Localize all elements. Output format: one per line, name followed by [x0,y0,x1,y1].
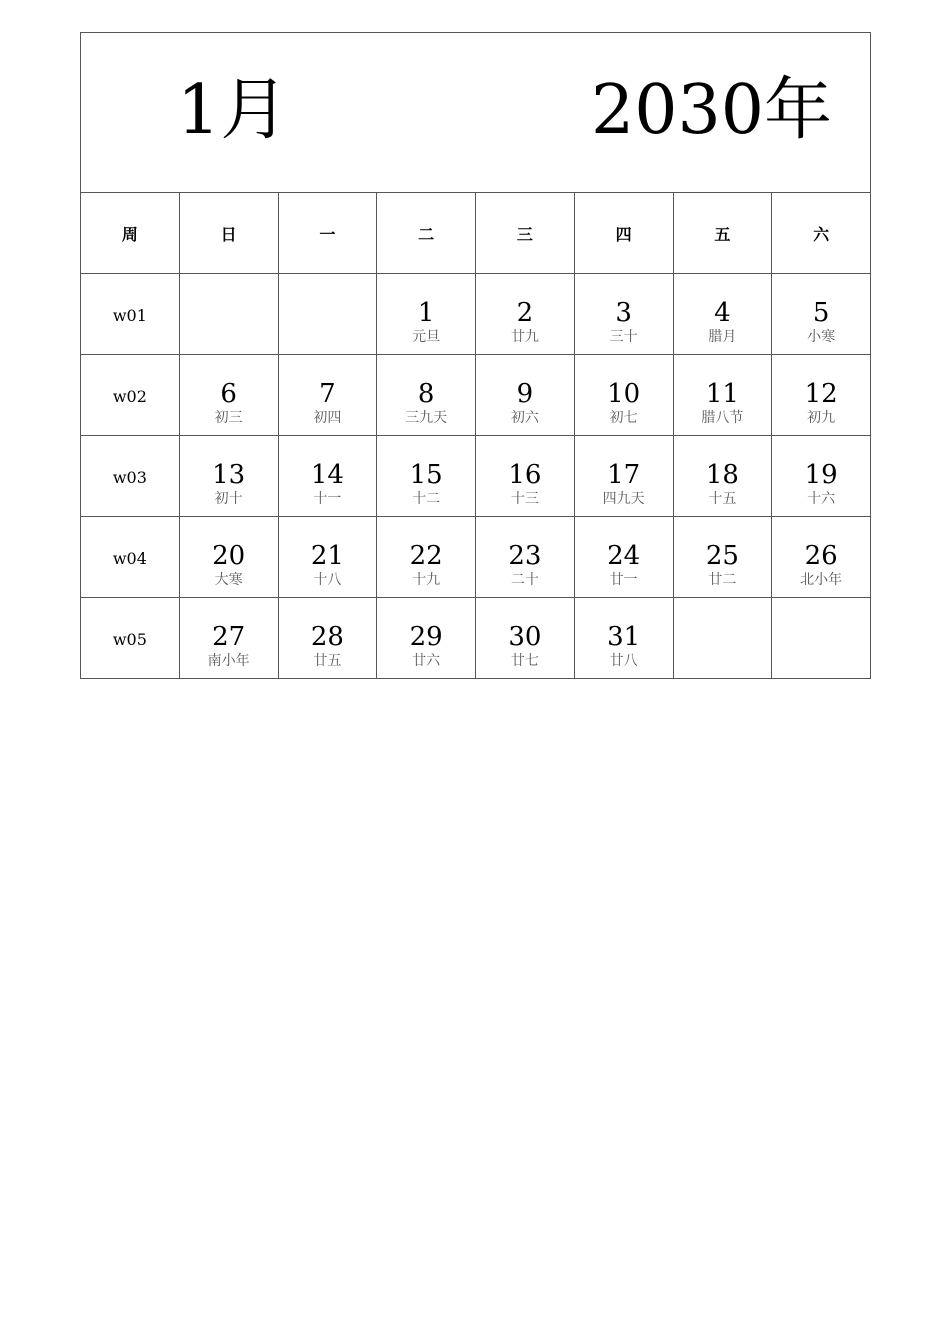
day-cell [574,436,673,517]
lunar-date: 初六 [510,410,539,426]
day-cell [278,517,377,598]
weekday-header-sun: 日 [179,193,278,274]
day-cell [673,598,772,679]
day-cell [772,598,871,679]
day-number: 9 [516,379,534,409]
lunar-date: 大寒 [214,572,243,588]
lunar-date: 北小年 [800,572,843,588]
week-number-cell [81,517,180,598]
day-cell [574,517,673,598]
calendar-header-row [81,33,871,193]
day-number: 28 [310,622,344,652]
day-number: 2 [516,298,534,328]
lunar-date: 十八 [313,572,342,588]
day-number: 19 [804,460,838,490]
day-number: 27 [212,622,246,652]
weekday-header-week: 周 [81,193,180,274]
day-cell [377,436,476,517]
lunar-date: 腊月 [708,329,737,345]
day-cell [377,598,476,679]
day-cell [476,436,575,517]
day-cell [476,355,575,436]
week-row [81,355,871,436]
lunar-date: 十三 [510,491,539,507]
day-cell [673,517,772,598]
day-number: 3 [615,298,632,328]
day-cell [673,274,772,355]
weekday-header-fri: 五 [673,193,772,274]
day-cell [179,598,278,679]
day-number: 23 [508,541,542,571]
lunar-date: 初十 [214,491,243,507]
lunar-date: 十五 [708,491,737,507]
lunar-date: 廿一 [609,572,638,588]
day-number: 6 [220,379,237,409]
lunar-date: 廿五 [313,653,342,669]
week-number: w04 [112,549,147,568]
lunar-date: 南小年 [207,653,250,669]
day-number: 26 [804,541,838,571]
day-number: 12 [804,379,838,409]
lunar-date: 元旦 [412,329,441,345]
day-number: 14 [310,460,344,490]
day-cell [377,355,476,436]
week-number: w03 [112,468,147,487]
lunar-date: 初七 [609,410,638,426]
week-row [81,517,871,598]
lunar-date: 廿九 [510,329,539,345]
lunar-date: 十六 [807,491,836,507]
week-row [81,598,871,679]
day-cell [772,274,871,355]
day-cell [179,436,278,517]
lunar-date: 初四 [313,410,342,426]
day-number: 1 [417,298,435,328]
week-number-cell [81,598,180,679]
lunar-date: 十二 [412,491,441,507]
lunar-date: 十九 [412,572,441,588]
day-cell [574,274,673,355]
day-number: 25 [705,541,739,571]
week-number-cell [81,355,180,436]
weeks-body [81,274,871,679]
day-number: 18 [705,460,739,490]
day-cell [772,436,871,517]
day-number: 15 [409,460,443,490]
day-cell [278,598,377,679]
day-cell [377,517,476,598]
day-cell [179,274,278,355]
day-number: 21 [310,541,344,571]
year-title: 2030年 [590,71,832,150]
day-cell [574,355,673,436]
lunar-date: 小寒 [807,329,836,345]
day-number: 17 [607,460,641,490]
day-number: 22 [409,541,443,571]
day-cell [179,517,278,598]
day-cell [772,517,871,598]
day-cell [278,274,377,355]
day-number: 24 [607,541,641,571]
lunar-date: 廿八 [609,653,638,669]
day-cell [476,598,575,679]
week-number-cell [81,436,180,517]
day-number: 16 [508,460,542,490]
week-row [81,274,871,355]
calendar-header [81,33,871,193]
week-number: w05 [112,630,147,649]
lunar-date: 三九天 [405,410,448,426]
day-number: 4 [714,298,731,328]
weekday-header-wed: 三 [476,193,575,274]
day-number: 20 [212,541,246,571]
lunar-date: 三十 [609,329,638,345]
day-number: 10 [607,379,641,409]
day-cell [278,355,377,436]
week-number-cell [81,274,180,355]
weekday-header-row [81,193,871,274]
day-number: 8 [417,379,435,409]
day-cell [377,274,476,355]
day-cell [476,517,575,598]
weekday-header-mon: 一 [278,193,377,274]
lunar-date: 初九 [807,410,836,426]
month-title: 1月 [177,71,289,150]
weekday-header-tue: 二 [377,193,476,274]
weekday-header-sat: 六 [772,193,871,274]
day-number: 7 [319,379,336,409]
lunar-date: 廿七 [510,653,539,669]
day-cell [772,355,871,436]
lunar-date: 二十 [510,572,539,588]
lunar-date: 廿二 [708,572,737,588]
week-number: w02 [112,387,147,406]
week-row [81,436,871,517]
day-cell [179,355,278,436]
weekday-header-thu: 四 [574,193,673,274]
day-number: 30 [508,622,542,652]
day-number: 29 [409,622,443,652]
lunar-date: 初三 [214,410,243,426]
day-cell [574,598,673,679]
day-number: 11 [705,379,739,409]
day-number: 13 [212,460,246,490]
week-number: w01 [112,306,147,325]
lunar-date: 腊八节 [701,410,744,426]
day-cell [673,355,772,436]
calendar-table [80,32,871,679]
day-cell [278,436,377,517]
lunar-date: 廿六 [412,653,441,669]
lunar-date: 四九天 [602,491,645,507]
day-number: 31 [607,622,641,652]
lunar-date: 十一 [313,491,342,507]
day-cell [476,274,575,355]
day-number: 5 [812,298,830,328]
day-cell [673,436,772,517]
